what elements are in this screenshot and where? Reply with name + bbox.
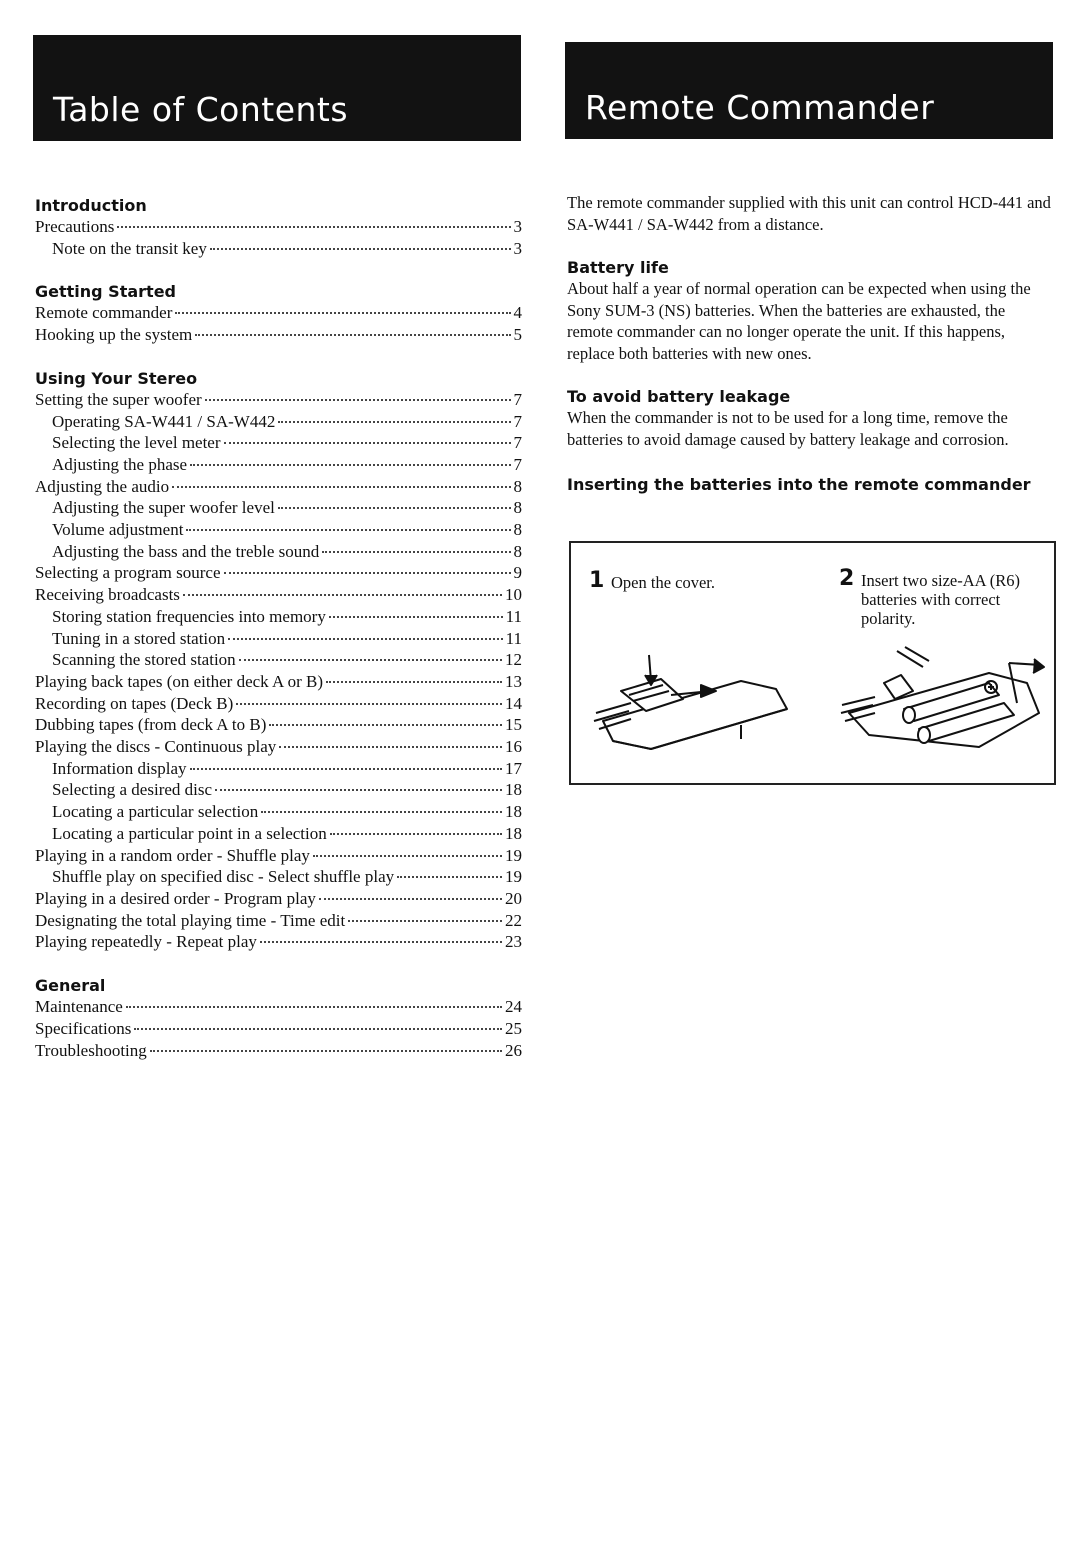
battery-life-heading: Battery life <box>567 258 669 277</box>
toc-entry-title: Designating the total playing time - Time edit <box>35 910 346 930</box>
toc-entry <box>35 606 522 628</box>
toc-page-number: 8 <box>513 541 522 561</box>
toc-page-number: 25 <box>505 1018 522 1038</box>
toc-entry <box>35 996 522 1018</box>
toc-page-number: 13 <box>505 671 522 691</box>
toc-page-number: 11 <box>505 628 522 648</box>
toc-entry-title: Remote commander <box>35 303 173 323</box>
step-1 <box>589 568 789 593</box>
toc-dot-leader <box>172 486 510 488</box>
inserting-batteries-heading: Inserting the batteries into the remote commander <box>567 475 1031 494</box>
toc-entry <box>35 562 522 584</box>
toc-dot-leader <box>150 1050 502 1052</box>
toc-entry <box>35 888 522 910</box>
toc-entry-title: Troubleshooting <box>35 1040 147 1060</box>
toc-page-number: 4 <box>513 303 522 323</box>
toc-entry <box>35 432 522 454</box>
remote-commander-title: Remote Commander <box>585 88 935 127</box>
toc-entry-title: Information display <box>52 758 187 778</box>
step-2-text: Insert two size-AA (R6) batteries with correct polarity. <box>861 571 1021 628</box>
toc-section-heading: Introduction <box>35 196 147 215</box>
toc-entry <box>35 736 522 758</box>
toc-dot-leader <box>279 746 502 748</box>
toc-entry <box>35 866 522 888</box>
toc-entry-title: Playing repeatedly - Repeat play <box>35 932 257 952</box>
toc-page-number: 3 <box>513 217 522 236</box>
toc-dot-leader <box>326 681 502 683</box>
toc-entry <box>35 519 522 541</box>
toc-entry-title: Locating a particular point in a selection <box>52 823 327 843</box>
toc-entry-title: Playing back tapes (on either deck A or B) <box>35 671 323 691</box>
toc-page-number: 16 <box>505 737 522 757</box>
table-of-contents-banner <box>33 35 521 141</box>
toc-page-number: 22 <box>505 910 522 930</box>
toc-entry <box>35 216 522 238</box>
toc-entry <box>35 693 522 715</box>
toc-entry-title: Adjusting the audio <box>35 476 170 496</box>
toc-entry-title: Selecting a desired disc <box>52 780 213 800</box>
toc-dot-leader <box>186 529 510 531</box>
toc-dot-leader <box>175 312 510 314</box>
toc-dot-leader <box>190 464 510 466</box>
toc-entry <box>35 584 522 606</box>
toc-entry-title: Playing in a desired order - Program play <box>35 888 316 908</box>
toc-dot-leader <box>329 616 503 618</box>
toc-entry <box>35 238 522 260</box>
toc-page-number: 8 <box>513 476 522 496</box>
toc-entry-title: Playing the discs - Continuous play <box>35 737 277 757</box>
table-of-contents <box>35 195 522 1083</box>
toc-entry-title: Selecting a program source <box>35 563 221 583</box>
toc-page-number: 18 <box>505 780 522 800</box>
toc-page-number: 12 <box>505 650 522 670</box>
toc-dot-leader <box>278 507 511 509</box>
toc-entry <box>35 411 522 433</box>
toc-entry-title: Operating SA-W441 / SA-W442 <box>52 411 276 431</box>
toc-entry <box>35 476 522 498</box>
toc-dot-leader <box>190 768 502 770</box>
toc-dot-leader <box>236 703 502 705</box>
toc-entry <box>35 497 522 519</box>
toc-entry-title: Setting the super woofer <box>35 389 202 409</box>
toc-page-number: 11 <box>505 606 522 626</box>
toc-entry <box>35 1040 522 1062</box>
toc-page-number: 8 <box>513 520 522 540</box>
toc-page-number: 24 <box>505 997 522 1017</box>
toc-entry-title: Scanning the stored station <box>52 650 236 670</box>
toc-page-number: 19 <box>505 867 522 887</box>
toc-dot-leader <box>330 833 502 835</box>
toc-entry <box>35 823 522 845</box>
toc-entry <box>35 324 522 346</box>
toc-dot-leader <box>239 659 502 661</box>
toc-entry-title: Selecting the level meter <box>52 433 221 453</box>
toc-page-number: 10 <box>505 585 522 605</box>
toc-section <box>35 195 522 259</box>
toc-entry <box>35 779 522 801</box>
toc-dot-leader <box>269 724 502 726</box>
toc-entry <box>35 845 522 867</box>
toc-entry-title: Precautions <box>35 217 115 236</box>
toc-entry-title: Playing in a random order - Shuffle play <box>35 845 310 865</box>
toc-dot-leader <box>322 551 510 553</box>
toc-section-heading: General <box>35 976 106 996</box>
toc-entry <box>35 671 522 693</box>
toc-entry-title: Volume adjustment <box>52 520 184 540</box>
toc-dot-leader <box>319 898 502 900</box>
toc-entry <box>35 628 522 650</box>
toc-entry <box>35 931 522 953</box>
toc-page-number: 26 <box>505 1040 522 1060</box>
toc-entry <box>35 541 522 563</box>
toc-dot-leader <box>215 789 502 791</box>
toc-entry-title: Dubbing tapes (from deck A to B) <box>35 715 267 735</box>
toc-dot-leader <box>205 399 511 401</box>
toc-page-number: 18 <box>505 802 522 822</box>
step-2 <box>839 566 1053 628</box>
open-cover-illustration <box>591 651 801 751</box>
toc-dot-leader <box>228 638 502 640</box>
toc-section <box>35 368 522 953</box>
toc-entry-title: Adjusting the super woofer level <box>52 498 275 518</box>
remote-commander-banner <box>565 42 1053 139</box>
toc-dot-leader <box>260 941 502 943</box>
toc-entry <box>35 649 522 671</box>
remote-intro-text: The remote commander supplied with this unit can control HCD-441 and SA-W441 / SA-W442 from a distance. <box>567 193 1051 234</box>
toc-dot-leader <box>117 226 510 228</box>
toc-page-number: 3 <box>513 238 522 258</box>
toc-entry-title: Adjusting the phase <box>52 454 188 474</box>
battery-insertion-figure <box>569 541 1056 785</box>
toc-entry-title: Specifications <box>35 1018 132 1038</box>
toc-page-number: 14 <box>505 693 522 713</box>
toc-dot-leader <box>224 442 511 444</box>
toc-page-number: 23 <box>505 932 522 952</box>
toc-entry <box>35 758 522 780</box>
toc-page-number: 19 <box>505 845 522 865</box>
toc-entry <box>35 1018 522 1040</box>
toc-dot-leader <box>134 1028 502 1030</box>
step-1-text: Open the cover. <box>611 573 716 592</box>
toc-section-heading: Getting Started <box>35 282 176 302</box>
toc-section-heading: Using Your Stereo <box>35 368 198 388</box>
toc-entry <box>35 910 522 932</box>
toc-page-number: 7 <box>513 411 522 431</box>
toc-entry-title: Receiving broadcasts <box>35 585 180 605</box>
toc-dot-leader <box>261 811 502 813</box>
toc-dot-leader <box>183 594 502 596</box>
toc-title: Table of Contents <box>53 90 349 129</box>
toc-page-number: 20 <box>505 888 522 908</box>
toc-dot-leader <box>278 421 510 423</box>
battery-life-text: About half a year of normal operation can be expected when using the Sony SUM-3 (NS) batteries. When the batteries are exhausted, the remote commander can no longer operate the unit. If this happens, replace both batteries with new ones. <box>567 279 1031 363</box>
toc-entry <box>35 801 522 823</box>
battery-leakage-heading: To avoid battery leakage <box>567 387 791 406</box>
toc-page-number: 18 <box>505 823 522 843</box>
toc-entry-title: Recording on tapes (Deck B) <box>35 693 234 713</box>
toc-page-number: 8 <box>513 498 522 518</box>
toc-entry-title: Shuffle play on specified disc - Select shuffle play <box>52 867 395 887</box>
toc-page-number: 5 <box>513 325 522 345</box>
toc-entry <box>35 302 522 324</box>
toc-page-number: 17 <box>505 758 522 778</box>
step-2-number: 2 <box>839 566 855 591</box>
toc-entry-title: Maintenance <box>35 997 123 1017</box>
toc-page-number: 7 <box>513 454 522 474</box>
toc-dot-leader <box>348 920 502 922</box>
toc-entry <box>35 454 522 476</box>
insert-batteries-illustration <box>839 643 1049 753</box>
toc-page-number: 15 <box>505 715 522 735</box>
toc-dot-leader <box>313 855 502 857</box>
toc-entry <box>35 389 522 411</box>
toc-page-number: 7 <box>513 433 522 453</box>
toc-dot-leader <box>397 876 502 878</box>
toc-entry-title: Storing station frequencies into memory <box>52 606 326 626</box>
toc-page-number: 7 <box>513 389 522 409</box>
toc-entry-title: Note on the transit key <box>52 238 207 258</box>
toc-entry <box>35 714 522 736</box>
battery-leakage-text: When the commander is not to be used for a long time, remove the batteries to avoid damage caused by battery leakage and corrosion. <box>567 408 1009 449</box>
step-1-number: 1 <box>589 568 605 593</box>
toc-section <box>35 975 522 1061</box>
toc-entry-title: Adjusting the bass and the treble sound <box>52 541 320 561</box>
remote-commander-section <box>567 192 1053 495</box>
toc-page-number: 9 <box>513 563 522 583</box>
toc-entry-title: Hooking up the system <box>35 325 193 345</box>
toc-section <box>35 281 522 345</box>
toc-dot-leader <box>126 1006 502 1008</box>
toc-dot-leader <box>224 572 511 574</box>
toc-entry-title: Tuning in a stored station <box>52 628 226 648</box>
toc-dot-leader <box>195 334 510 336</box>
toc-entry-title: Locating a particular selection <box>52 802 259 822</box>
toc-dot-leader <box>210 248 511 250</box>
